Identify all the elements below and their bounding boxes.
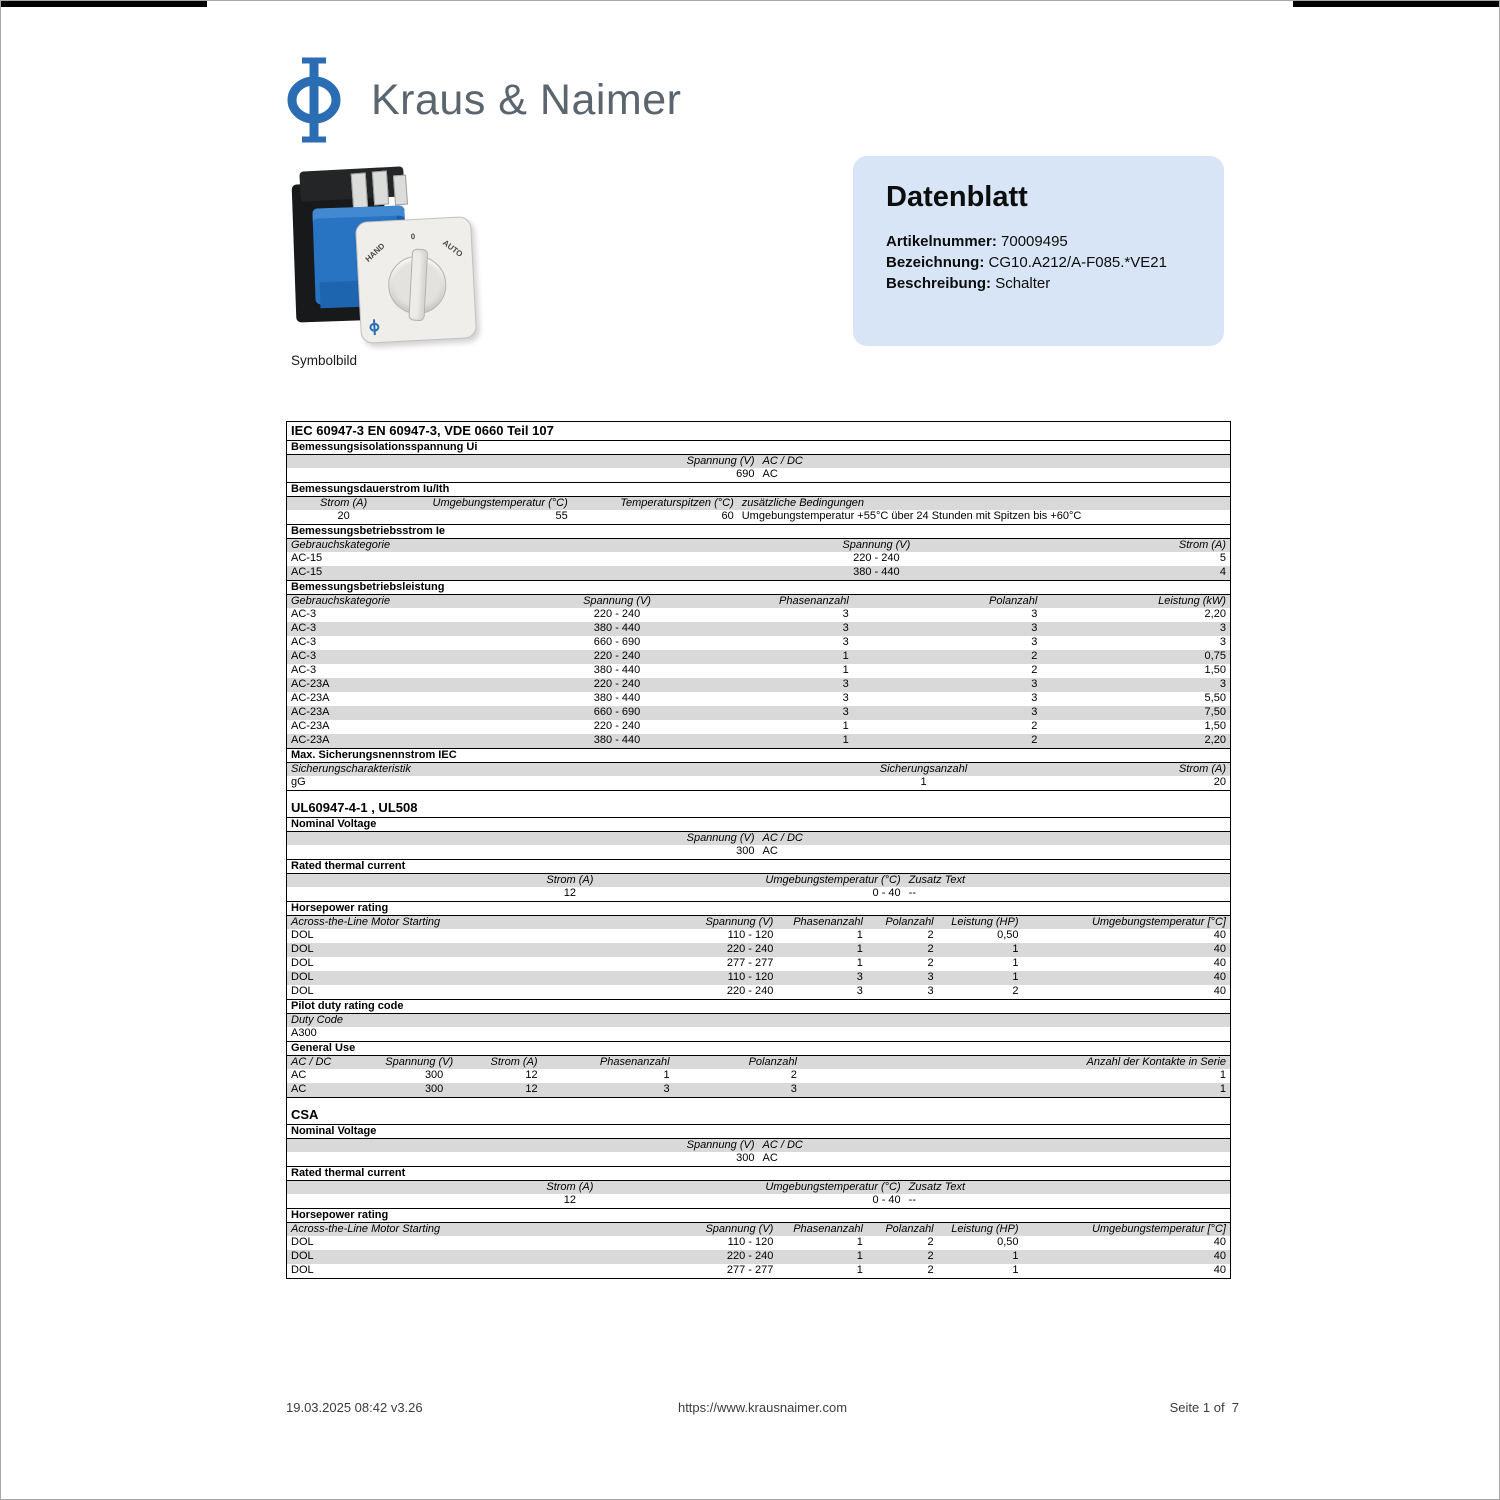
table-cell: 3 bbox=[927, 971, 934, 983]
table-data-row bbox=[287, 985, 1230, 999]
table-cell: 1 bbox=[1012, 971, 1019, 983]
table-data-row bbox=[287, 552, 1230, 566]
table-cell: AC bbox=[762, 468, 778, 480]
table-cell: Umgebungstemperatur (°C) bbox=[432, 497, 568, 509]
table-cell: 1 bbox=[842, 650, 849, 662]
table-data-row bbox=[287, 636, 1230, 650]
table-data-row bbox=[287, 887, 1230, 901]
table-column-header-row bbox=[287, 1013, 1230, 1027]
table-cell: 60 bbox=[721, 510, 734, 522]
table-cell: Strom (A) bbox=[546, 874, 594, 886]
table-cell: Leistung (HP) bbox=[951, 1223, 1019, 1235]
table-cell: 0,50 bbox=[997, 929, 1019, 941]
table-cell: Umgebungstemperatur [°C] bbox=[1091, 916, 1226, 928]
datasheet-fields bbox=[886, 231, 1191, 294]
table-column-header-row bbox=[287, 1055, 1230, 1069]
table-cell: 2 bbox=[790, 1069, 797, 1081]
table-cell: AC bbox=[762, 1152, 778, 1164]
table-cell: 300 bbox=[736, 1152, 755, 1164]
table-section-title: Nominal Voltage bbox=[291, 818, 377, 830]
table-cell: Umgebungstemperatur (°C) bbox=[765, 874, 901, 886]
table-cell: 380 - 440 bbox=[593, 734, 641, 746]
field-beschreibung bbox=[886, 273, 1191, 294]
table-column-header-row bbox=[287, 915, 1230, 929]
table-cell: AC-23A bbox=[291, 706, 330, 718]
table-cell: AC-23A bbox=[291, 692, 330, 704]
table-column-header-row bbox=[287, 538, 1230, 552]
table-cell: 3 bbox=[1031, 608, 1038, 620]
table-cell: Gebrauchskategorie bbox=[291, 539, 391, 551]
page-footer bbox=[286, 1400, 1239, 1415]
table-cell: 0,75 bbox=[1204, 650, 1226, 662]
phi-logo-icon bbox=[285, 56, 343, 144]
table-cell: 690 bbox=[736, 468, 755, 480]
table-cell: 0 - 40 bbox=[872, 1194, 901, 1206]
table-cell: 300 bbox=[736, 845, 755, 857]
table-cell: 1 bbox=[1012, 943, 1019, 955]
table-cell: Phasenanzahl bbox=[793, 916, 863, 928]
table-cell: 3 bbox=[856, 985, 863, 997]
switch-label-auto: AUTO bbox=[441, 238, 465, 259]
table-cell: AC / DC bbox=[291, 1056, 332, 1068]
footer-url[interactable]: https://www.krausnaimer.com bbox=[677, 1400, 848, 1415]
table-cell: 2 bbox=[927, 1250, 934, 1262]
table-cell: AC-3 bbox=[291, 636, 317, 648]
table-cell: 2 bbox=[1031, 734, 1038, 746]
table-cell: 1 bbox=[1012, 1250, 1019, 1262]
table-cell: AC-23A bbox=[291, 720, 330, 732]
table-section-title: Bemessungsbetriebsleistung bbox=[291, 581, 445, 593]
table-cell: Phasenanzahl bbox=[793, 1223, 863, 1235]
table-cell: AC-23A bbox=[291, 734, 330, 746]
table-cell: 40 bbox=[1213, 943, 1226, 955]
table-cell: Umgebungstemperatur +55°C über 24 Stunden mit Spitzen bis +60°C bbox=[741, 510, 1082, 522]
table-cell: 3 bbox=[1219, 678, 1226, 690]
switch-terminal-clip bbox=[393, 175, 408, 206]
table-spacer-row bbox=[287, 790, 1230, 799]
table-cell: Sicherungsanzahl bbox=[879, 763, 968, 775]
table-column-header-row bbox=[287, 1222, 1230, 1236]
table-column-header-row bbox=[287, 496, 1230, 510]
table-cell: 3 bbox=[842, 622, 849, 634]
switch-front-plate bbox=[355, 216, 477, 344]
field-artikelnummer bbox=[886, 231, 1191, 252]
table-section-title: Horsepower rating bbox=[291, 902, 389, 914]
table-cell: Leistung (HP) bbox=[951, 916, 1019, 928]
table-cell: 1,50 bbox=[1204, 720, 1226, 732]
table-data-row bbox=[287, 510, 1230, 524]
table-data-row bbox=[287, 943, 1230, 957]
table-cell: 40 bbox=[1213, 957, 1226, 969]
table-cell: Spannung (V) bbox=[686, 455, 755, 467]
switch-knob bbox=[387, 254, 448, 315]
table-cell: 110 - 120 bbox=[727, 971, 774, 983]
table-cell: 660 - 690 bbox=[593, 706, 641, 718]
footer-date: 19.03.2025 08:42 v3.26 bbox=[286, 1400, 423, 1415]
table-cell: A300 bbox=[291, 1027, 317, 1039]
table-data-row bbox=[287, 692, 1230, 706]
table-cell: Spannung (V) bbox=[686, 832, 755, 844]
table-cell: 3 bbox=[1031, 692, 1038, 704]
table-cell: 12 bbox=[525, 1069, 538, 1081]
table-cell: AC bbox=[762, 845, 778, 857]
table-column-header-row bbox=[287, 594, 1230, 608]
table-cell: 380 - 440 bbox=[593, 664, 641, 676]
table-cell: 2 bbox=[927, 1264, 934, 1276]
table-section-title: Max. Sicherungsnennstrom IEC bbox=[291, 749, 457, 761]
table-cell: AC / DC bbox=[762, 1139, 803, 1151]
table-section-title: Bemessungsbetriebsstrom Ie bbox=[291, 525, 446, 537]
table-cell: 4 bbox=[1219, 566, 1226, 578]
table-cell: Spannung (V) bbox=[705, 1223, 774, 1235]
table-data-row bbox=[287, 650, 1230, 664]
table-cell: Temperaturspitzen (°C) bbox=[620, 497, 734, 509]
table-cell: 3 bbox=[927, 985, 934, 997]
table-cell: 220 - 240 bbox=[853, 552, 900, 564]
table-cell: 220 - 240 bbox=[593, 720, 641, 732]
table-column-header-row bbox=[287, 454, 1230, 468]
table-cell: Spannung (V) bbox=[583, 595, 651, 607]
datasheet-info-box bbox=[853, 156, 1224, 346]
table-cell: AC-3 bbox=[291, 608, 317, 620]
table-cell: 1 bbox=[1012, 1264, 1019, 1276]
table-cell: 1 bbox=[842, 720, 849, 732]
field-beschreibung-label: Beschreibung: bbox=[886, 275, 992, 292]
table-cell: 5,50 bbox=[1204, 692, 1226, 704]
table-cell: 1 bbox=[856, 1250, 863, 1262]
table-cell: 2 bbox=[1031, 664, 1038, 676]
table-cell: DOL bbox=[291, 971, 314, 983]
table-cell: Strom (A) bbox=[1178, 539, 1226, 551]
table-cell: 277 - 277 bbox=[726, 957, 774, 969]
table-data-row bbox=[287, 608, 1230, 622]
table-cell: Strom (A) bbox=[546, 1181, 594, 1193]
table-data-row bbox=[287, 734, 1230, 748]
table-cell: AC-3 bbox=[291, 622, 317, 634]
table-cell: Phasenanzahl bbox=[599, 1056, 670, 1068]
symbolbild-caption: Symbolbild bbox=[291, 353, 358, 368]
field-artikelnummer-label: Artikelnummer: bbox=[886, 233, 997, 250]
table-cell: 3 bbox=[663, 1083, 670, 1095]
table-cell: 20 bbox=[1213, 776, 1226, 788]
table-cell: 40 bbox=[1213, 1250, 1226, 1262]
table-data-row bbox=[287, 678, 1230, 692]
table-cell: 1 bbox=[856, 1264, 863, 1276]
spec-table bbox=[286, 421, 1231, 1279]
table-column-header-row bbox=[287, 831, 1230, 845]
table-cell: Polanzahl bbox=[748, 1056, 797, 1068]
table-cell: Across-the-Line Motor Starting bbox=[291, 916, 441, 928]
table-cell: 2 bbox=[1031, 650, 1038, 662]
table-cell: Anzahl der Kontakte in Serie bbox=[1086, 1056, 1226, 1068]
field-bezeichnung-value: CG10.A212/A-F085.*VE21 bbox=[988, 254, 1167, 271]
table-cell: Phasenanzahl bbox=[779, 595, 849, 607]
table-data-row bbox=[287, 957, 1230, 971]
switch-handle bbox=[408, 249, 428, 322]
table-cell: 1 bbox=[856, 957, 863, 969]
table-cell: DOL bbox=[291, 1236, 314, 1248]
table-cell: 40 bbox=[1213, 929, 1226, 941]
table-section-title: General Use bbox=[291, 1042, 356, 1054]
table-data-row bbox=[287, 1152, 1230, 1166]
table-cell: 2 bbox=[1031, 720, 1038, 732]
table-cell: 3 bbox=[1219, 622, 1226, 634]
table-cell: DOL bbox=[291, 929, 314, 941]
table-section-header bbox=[287, 422, 1230, 440]
table-data-row bbox=[287, 1264, 1230, 1278]
table-cell: 3 bbox=[842, 706, 849, 718]
table-cell: 3 bbox=[1031, 622, 1038, 634]
table-cell: 1 bbox=[663, 1069, 670, 1081]
table-cell: 220 - 240 bbox=[593, 650, 641, 662]
table-cell: 380 - 440 bbox=[853, 566, 900, 578]
table-data-row bbox=[287, 1236, 1230, 1250]
table-cell: 1,50 bbox=[1204, 664, 1226, 676]
table-cell: Polanzahl bbox=[885, 916, 934, 928]
logo-text: Kraus & Naimer bbox=[371, 75, 682, 124]
table-cell: 20 bbox=[337, 510, 350, 522]
table-cell: AC-15 bbox=[291, 552, 323, 564]
table-cell: 1 bbox=[920, 776, 927, 788]
table-cell: Spannung (V) bbox=[705, 916, 774, 928]
table-cell: 3 bbox=[842, 608, 849, 620]
table-cell: 1 bbox=[842, 734, 849, 746]
table-section-title: IEC 60947-3 EN 60947-3, VDE 0660 Teil 107 bbox=[291, 423, 554, 438]
table-cell: 1 bbox=[856, 929, 863, 941]
table-cell: Polanzahl bbox=[989, 595, 1038, 607]
table-cell: 3 bbox=[1031, 636, 1038, 648]
table-cell: 300 bbox=[424, 1069, 444, 1081]
table-column-header-row bbox=[287, 873, 1230, 887]
table-cell: 0 - 40 bbox=[872, 887, 901, 899]
table-cell: 3 bbox=[1031, 678, 1038, 690]
table-subsection-header bbox=[287, 440, 1230, 454]
table-subsection-header bbox=[287, 580, 1230, 594]
table-data-row bbox=[287, 1250, 1230, 1264]
table-data-row bbox=[287, 622, 1230, 636]
table-cell: DOL bbox=[291, 985, 314, 997]
table-cell: 1 bbox=[1219, 1069, 1226, 1081]
table-cell: 2 bbox=[927, 943, 934, 955]
table-data-row bbox=[287, 776, 1230, 790]
field-artikelnummer-value: 70009495 bbox=[1001, 233, 1068, 250]
table-cell: AC bbox=[291, 1069, 307, 1081]
table-cell: 7,50 bbox=[1204, 706, 1226, 718]
table-cell: 3 bbox=[842, 636, 849, 648]
table-section-title: Horsepower rating bbox=[291, 1209, 389, 1221]
switch-terminal-clip bbox=[372, 171, 389, 206]
table-cell: Spannung (V) bbox=[842, 539, 911, 551]
table-cell: DOL bbox=[291, 957, 314, 969]
datasheet-title: Datenblatt bbox=[886, 181, 1028, 213]
table-cell: -- bbox=[908, 887, 916, 899]
table-cell: DOL bbox=[291, 1264, 314, 1276]
kraus-naimer-logo bbox=[285, 55, 681, 145]
table-cell: 55 bbox=[555, 510, 568, 522]
switch-label-zero: 0 bbox=[410, 231, 416, 242]
mini-phi-logo-icon bbox=[369, 319, 380, 336]
table-subsection-header bbox=[287, 999, 1230, 1013]
table-cell: Polanzahl bbox=[885, 1223, 934, 1235]
table-cell: AC-3 bbox=[291, 664, 317, 676]
top-left-corner-mark bbox=[1, 1, 207, 7]
table-cell: AC bbox=[291, 1083, 307, 1095]
table-cell: Duty Code bbox=[291, 1014, 343, 1026]
table-section-title: Nominal Voltage bbox=[291, 1125, 377, 1137]
table-cell: 1 bbox=[842, 664, 849, 676]
table-cell: zusätzliche Bedingungen bbox=[741, 497, 865, 509]
table-data-row bbox=[287, 566, 1230, 580]
table-cell: 220 - 240 bbox=[726, 985, 774, 997]
table-subsection-header bbox=[287, 901, 1230, 915]
table-section-title: Bemessungsisolationsspannung Ui bbox=[291, 441, 478, 453]
table-subsection-header bbox=[287, 1208, 1230, 1222]
table-cell: gG bbox=[291, 776, 306, 788]
table-cell: 3 bbox=[856, 971, 863, 983]
table-cell: 220 - 240 bbox=[593, 608, 641, 620]
table-cell: 110 - 120 bbox=[727, 1236, 774, 1248]
table-cell: 220 - 240 bbox=[593, 678, 641, 690]
table-data-row bbox=[287, 664, 1230, 678]
top-right-corner-mark bbox=[1293, 1, 1499, 7]
table-subsection-header bbox=[287, 1041, 1230, 1055]
table-cell: Across-the-Line Motor Starting bbox=[291, 1223, 441, 1235]
table-cell: 12 bbox=[563, 887, 577, 899]
field-bezeichnung-label: Bezeichnung: bbox=[886, 254, 985, 271]
table-cell: 2 bbox=[927, 1236, 934, 1248]
table-section-header bbox=[287, 799, 1230, 817]
table-data-row bbox=[287, 1069, 1230, 1083]
table-cell: 12 bbox=[525, 1083, 538, 1095]
table-cell: 3 bbox=[1031, 706, 1038, 718]
table-cell: Sicherungscharakteristik bbox=[291, 763, 411, 775]
table-cell: Strom (A) bbox=[1178, 763, 1226, 775]
table-section-header bbox=[287, 1106, 1230, 1124]
table-cell: Leistung (kW) bbox=[1158, 595, 1226, 607]
table-data-row bbox=[287, 929, 1230, 943]
table-subsection-header bbox=[287, 748, 1230, 762]
table-cell: 110 - 120 bbox=[727, 929, 774, 941]
table-cell: DOL bbox=[291, 943, 314, 955]
table-subsection-header bbox=[287, 482, 1230, 496]
table-cell: AC-3 bbox=[291, 650, 317, 662]
table-cell: 40 bbox=[1213, 985, 1226, 997]
table-cell: 1 bbox=[1012, 957, 1019, 969]
table-data-row bbox=[287, 845, 1230, 859]
table-section-title: Rated thermal current bbox=[291, 860, 406, 872]
table-cell: Strom (A) bbox=[490, 1056, 538, 1068]
table-cell: 3 bbox=[842, 678, 849, 690]
table-cell: Gebrauchskategorie bbox=[291, 595, 391, 607]
field-beschreibung-value: Schalter bbox=[995, 275, 1051, 292]
table-cell: AC-15 bbox=[291, 566, 323, 578]
table-cell: Umgebungstemperatur [°C] bbox=[1091, 1223, 1226, 1235]
switch-terminal-clip bbox=[351, 173, 369, 212]
table-cell: 0,50 bbox=[997, 1236, 1019, 1248]
table-cell: Spannung (V) bbox=[686, 1139, 755, 1151]
table-cell: 660 - 690 bbox=[593, 636, 641, 648]
table-cell: Zusatz Text bbox=[908, 874, 966, 886]
table-data-row bbox=[287, 468, 1230, 482]
table-cell: 277 - 277 bbox=[726, 1264, 774, 1276]
table-column-header-row bbox=[287, 1138, 1230, 1152]
table-cell: 2 bbox=[927, 957, 934, 969]
table-cell: 1 bbox=[856, 1236, 863, 1248]
table-data-row bbox=[287, 706, 1230, 720]
table-cell: 3 bbox=[1219, 636, 1226, 648]
table-cell: 2 bbox=[927, 929, 934, 941]
table-cell: AC / DC bbox=[762, 455, 803, 467]
table-cell: 220 - 240 bbox=[726, 1250, 774, 1262]
table-column-header-row bbox=[287, 762, 1230, 776]
table-cell: -- bbox=[908, 1194, 916, 1206]
table-cell: AC / DC bbox=[762, 832, 803, 844]
table-cell: 220 - 240 bbox=[726, 943, 774, 955]
table-cell: 3 bbox=[790, 1083, 797, 1095]
table-data-row bbox=[287, 971, 1230, 985]
table-section-title: Pilot duty rating code bbox=[291, 1000, 404, 1012]
field-bezeichnung bbox=[886, 252, 1191, 273]
table-subsection-header bbox=[287, 524, 1230, 538]
table-subsection-header bbox=[287, 817, 1230, 831]
table-cell: 2,20 bbox=[1204, 734, 1226, 746]
table-cell: Umgebungstemperatur (°C) bbox=[765, 1181, 901, 1193]
table-cell: Zusatz Text bbox=[908, 1181, 966, 1193]
table-data-row bbox=[287, 1083, 1230, 1097]
table-cell: 3 bbox=[842, 692, 849, 704]
table-cell: 5 bbox=[1219, 552, 1226, 564]
table-section-title: Rated thermal current bbox=[291, 1167, 406, 1179]
table-cell: 40 bbox=[1213, 971, 1226, 983]
table-subsection-header bbox=[287, 1124, 1230, 1138]
table-cell: 40 bbox=[1213, 1236, 1226, 1248]
table-cell: 40 bbox=[1213, 1264, 1226, 1276]
table-spacer-row bbox=[287, 1097, 1230, 1106]
table-column-header-row bbox=[287, 1180, 1230, 1194]
table-data-row bbox=[287, 720, 1230, 734]
table-section-title: UL60947-4-1 , UL508 bbox=[291, 800, 418, 815]
table-cell: 300 bbox=[424, 1083, 444, 1095]
switch-label-hand: HAND bbox=[363, 241, 387, 264]
table-subsection-header bbox=[287, 859, 1230, 873]
table-section-title: Bemessungsdauerstrom Iu/Ith bbox=[291, 483, 450, 495]
table-cell: 1 bbox=[1219, 1083, 1226, 1095]
table-cell: 2,20 bbox=[1204, 608, 1226, 620]
table-cell: Strom (A) bbox=[320, 497, 368, 509]
table-data-row bbox=[287, 1194, 1230, 1208]
table-subsection-header bbox=[287, 1166, 1230, 1180]
footer-page-number: Seite 1 of 7 bbox=[1169, 1400, 1240, 1415]
table-cell: 1 bbox=[856, 943, 863, 955]
table-cell: DOL bbox=[291, 1250, 314, 1262]
product-image bbox=[294, 163, 479, 351]
table-section-title: CSA bbox=[291, 1107, 319, 1122]
table-cell: 2 bbox=[1012, 985, 1019, 997]
table-data-row bbox=[287, 1027, 1230, 1041]
table-cell: 380 - 440 bbox=[593, 622, 641, 634]
table-cell: 12 bbox=[563, 1194, 577, 1206]
table-cell: AC-23A bbox=[291, 678, 330, 690]
table-cell: Spannung (V) bbox=[385, 1056, 454, 1068]
table-cell: 380 - 440 bbox=[593, 692, 641, 704]
